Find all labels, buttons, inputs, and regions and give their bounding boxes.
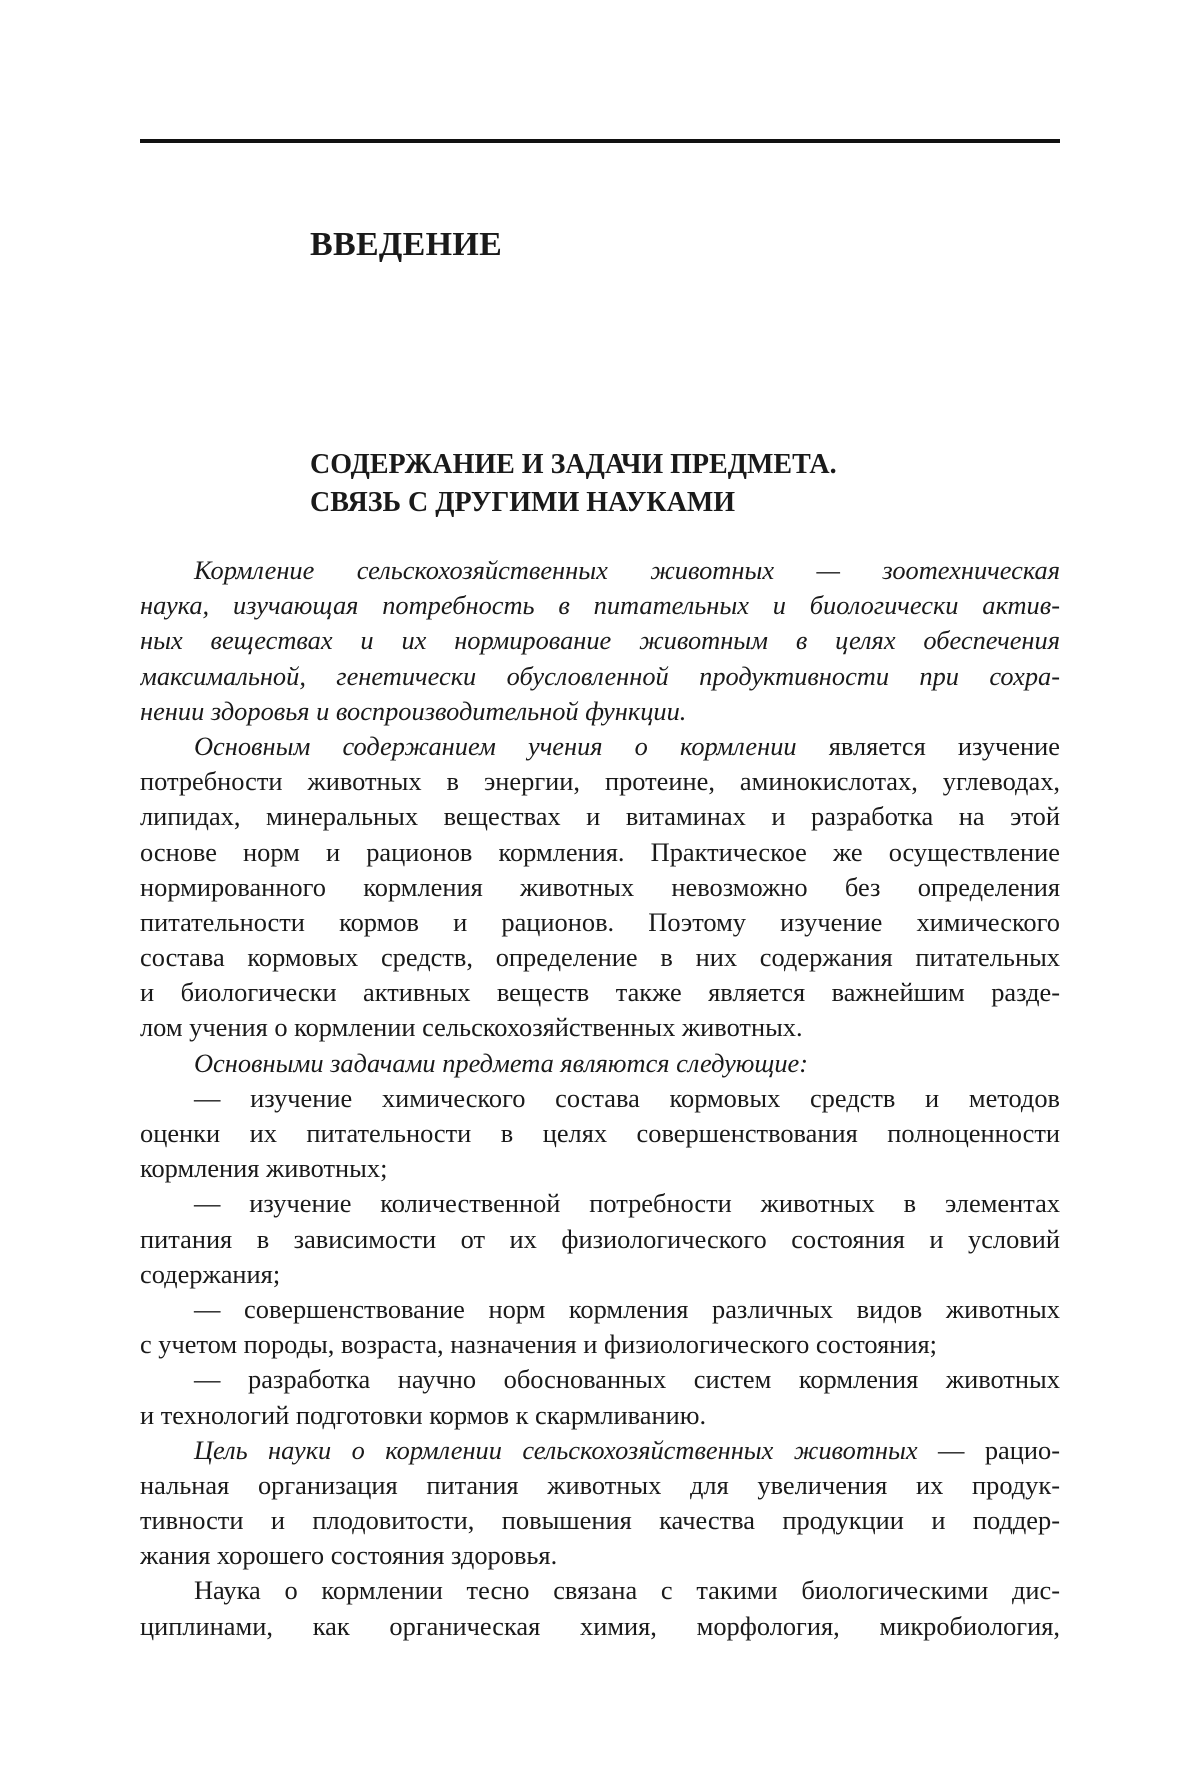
text-line: нении здоровья и воспроизводительной функции.	[140, 695, 687, 726]
text-line	[140, 729, 1060, 764]
text-line: — изучение химического состава кормовых средств и методов	[194, 1082, 1060, 1113]
text-line: наука, изучающая потребность в питательных и биологически актив-	[140, 590, 1060, 621]
text-line: содержания;	[140, 1258, 281, 1289]
text-line: ных веществах и их нормирование животным в целях обеспечения	[140, 625, 1060, 656]
text-line: состава кормовых средств, определение в них содержания питательных	[140, 942, 1060, 973]
paragraph-content	[140, 729, 1060, 1046]
paragraph-tasks-intro	[140, 1046, 1060, 1081]
task-item	[140, 1186, 1060, 1292]
italic-term: Основным содержанием учения о кормлении	[194, 730, 797, 761]
task-item	[140, 1292, 1060, 1362]
task-item	[140, 1362, 1060, 1432]
top-rule	[140, 139, 1060, 143]
text-line: Наука о кормлении тесно связана с такими биологическими дис-	[194, 1575, 1060, 1606]
text-line: оценки их питательности в целях совершенствования полноценности	[140, 1118, 1060, 1148]
text-line: — разработка научно обоснованных систем кормления животных	[194, 1364, 1060, 1395]
text-line: питания в зависимости от их физиологического состояния и условий	[140, 1223, 1060, 1254]
text-line: максимальной, генетически обусловленной продуктивности при сохра-	[140, 660, 1060, 691]
text-line: питательности кормов и рационов. Поэтому изучение химического	[140, 906, 1060, 937]
section-title-line-2: СВЯЗЬ С ДРУГИМИ НАУКАМИ	[310, 487, 736, 518]
text-line: липидах, минеральных веществах и витаминах и разработка на этой	[140, 801, 1060, 832]
paragraph-definition	[140, 553, 1060, 729]
text-line: с учетом породы, возраста, назначения и физиологического состояния;	[140, 1329, 937, 1360]
paragraph-relations	[140, 1573, 1060, 1643]
text-line: Кормление сельскохозяйственных животных — зоотехническая	[194, 555, 1060, 585]
text-line: — изучение количественной потребности животных в элементах	[194, 1188, 1060, 1219]
text-line: и биологически активных веществ также является важнейшим разде-	[140, 977, 1060, 1008]
text-line: циплинами, как органическая химия, морфология, микробиология,	[140, 1610, 1060, 1641]
text-line: нальная организация питания животных для увеличения их продук-	[140, 1469, 1060, 1500]
text-line	[140, 1433, 1060, 1468]
text-line: лом учения о кормлении сельскохозяйственных животных.	[140, 1012, 803, 1043]
text-line: потребности животных в энергии, протеине, аминокислотах, углеводах,	[140, 766, 1060, 797]
italic-term: Цель науки о кормлении сельскохозяйственных животных	[194, 1434, 918, 1465]
text-line: и технологий подготовки кормов к скармливанию.	[140, 1399, 707, 1430]
text-run: — рацио-	[917, 1434, 1060, 1465]
section-title	[310, 446, 837, 522]
text-run: является изучение	[796, 730, 1060, 761]
text-line: — совершенствование норм кормления различных видов животных	[194, 1293, 1060, 1324]
body-text	[140, 553, 1060, 1644]
paragraph-goal	[140, 1433, 1060, 1574]
text-line: Основными задачами предмета являются следующие:	[194, 1047, 809, 1078]
text-line: нормированного кормления животных невозможно без определения	[140, 871, 1060, 902]
section-title-line-1: СОДЕРЖАНИЕ И ЗАДАЧИ ПРЕДМЕТА.	[310, 449, 837, 480]
text-line: основе норм и рационов кормления. Практическое же осуществление	[140, 836, 1060, 867]
chapter-title: ВВЕДЕНИЕ	[310, 226, 503, 263]
text-line: жания хорошего состояния здоровья.	[140, 1540, 558, 1571]
text-line: тивности и плодовитости, повышения качества продукции и поддер-	[140, 1505, 1060, 1536]
task-item	[140, 1081, 1060, 1187]
text-line: кормления животных;	[140, 1153, 388, 1184]
